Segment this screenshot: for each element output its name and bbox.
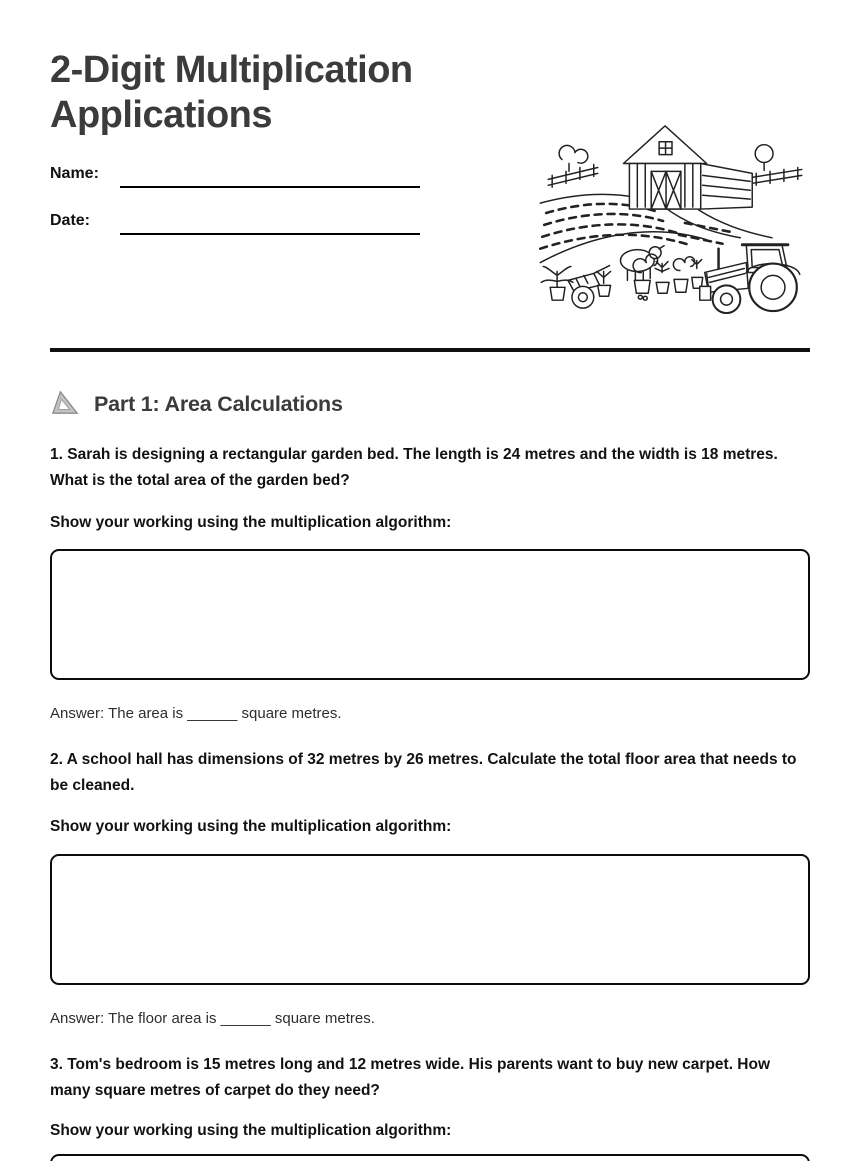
working-instruction-3: Show your working using the multiplication algorithm:: [50, 1122, 452, 1139]
working-box-1[interactable]: [50, 549, 810, 680]
set-square-icon: [50, 389, 80, 420]
date-input-line[interactable]: [120, 233, 420, 235]
question-3-text: 3. Tom's bedroom is 15 metres long and 12 metres wide. His parents want to buy new carpet. How many square metres of carpet do they need?: [50, 1056, 771, 1099]
answer-line-2: Answer: The floor area is ______ square metres.: [50, 1010, 375, 1027]
section-divider: [50, 348, 810, 352]
working-instruction-2: Show your working using the multiplication algorithm:: [50, 818, 452, 835]
farm-scene-illustration: [538, 112, 806, 320]
working-box-3[interactable]: [50, 1154, 810, 1161]
part1-heading: Part 1: Area Calculations: [94, 391, 343, 416]
answer-line-1: Answer: The area is ______ square metres.: [50, 705, 342, 722]
name-input-line[interactable]: [120, 186, 420, 188]
date-label: Date:: [50, 212, 91, 229]
question-2-text: 2. A school hall has dimensions of 32 metres by 26 metres. Calculate the total floor area that needs to be cleaned.: [50, 751, 797, 794]
working-instruction-1: Show your working using the multiplication algorithm:: [50, 514, 452, 531]
part1-heading-row: [50, 388, 810, 420]
question-1-text: 1. Sarah is designing a rectangular garden bed. The length is 24 metres and the width is 18 metres. What is the total area of the garden bed?: [50, 446, 778, 489]
page-title: 2-Digit Multiplication Applications: [50, 49, 413, 136]
name-label: Name:: [50, 165, 99, 182]
working-box-2[interactable]: [50, 854, 810, 985]
